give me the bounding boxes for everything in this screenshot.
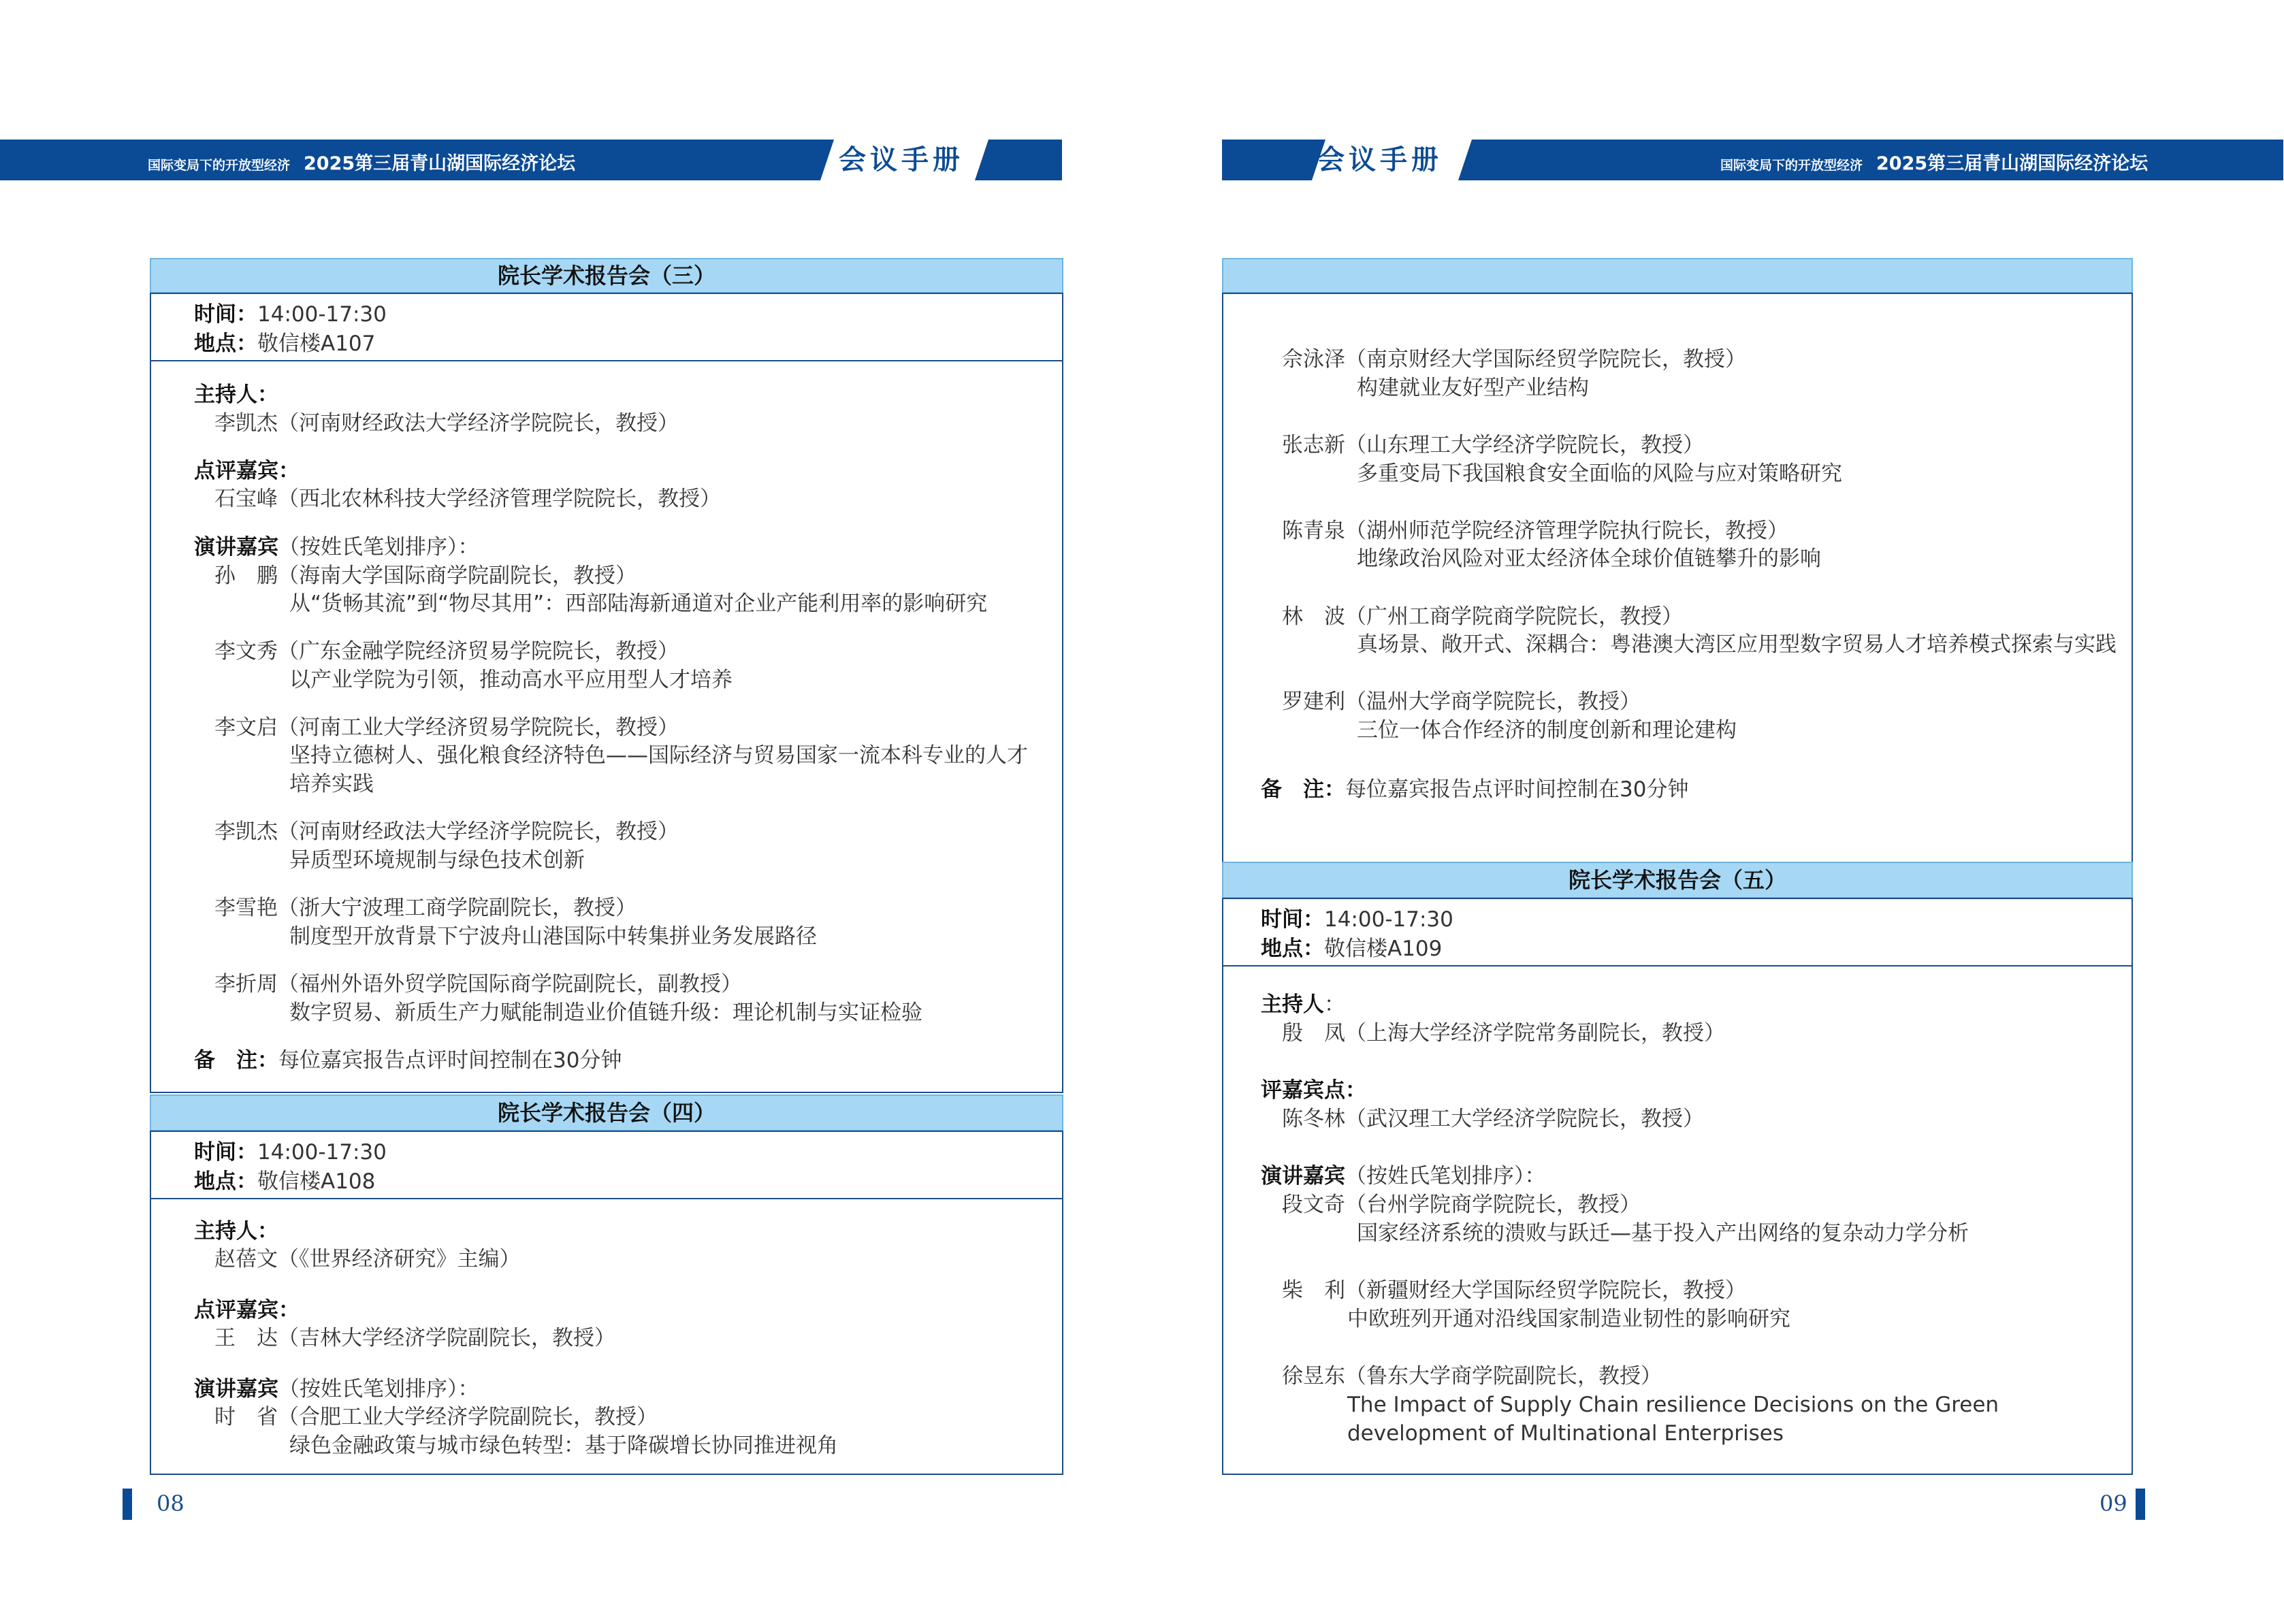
reviewer-label: 点评嘉宾： <box>194 1298 300 1322</box>
header-forum-line <box>1720 148 2148 175</box>
reviewer-name: 陈冬林（武汉理工大学经济学院院长，教授） <box>1282 1107 1704 1131</box>
speaker-name: 李折周（福州外语外贸学院国际商学院副院长，副教授） <box>214 972 742 996</box>
reviewer-label: 评嘉宾点： <box>1261 1078 1366 1103</box>
time-value: 14:00-17:30 <box>257 1140 387 1165</box>
place-value: 敬信楼A107 <box>257 331 376 356</box>
host-name: 殷 凤（上海大学经济学院常务副院长，教授） <box>1282 1021 1725 1045</box>
speaker-name: 李文秀（广东金融学院经济贸易学院院长，教授） <box>214 639 679 664</box>
page-number: 08 <box>157 1491 184 1516</box>
speaker-name: 李凯杰（河南财经政法大学经济学院院长，教授） <box>214 819 679 844</box>
time-row: 时间：14:00-17:30 <box>194 1140 387 1165</box>
time-value: 14:00-17:30 <box>257 302 387 327</box>
speakers-heading: 演讲嘉宾（按姓氏笔划排序）： <box>194 535 479 559</box>
place-value: 敬信楼A108 <box>257 1169 376 1194</box>
speaker-topic: 国家经济系统的溃败与跃迁—基于投入产出网络的复杂动力学分析 <box>1357 1221 1969 1246</box>
place-value: 敬信楼A109 <box>1324 937 1443 961</box>
forum-title: 2025第三届青山湖国际经济论坛 <box>304 153 576 174</box>
speaker-name: 林 波（广州工商学院商学院院长，教授） <box>1282 604 1683 629</box>
section-4-cont-header <box>1222 258 2133 293</box>
speaker-topic: 以产业学院为引领，推动高水平应用型人才培养 <box>289 668 733 692</box>
speaker-topic: 三位一体合作经济的制度创新和理论建构 <box>1357 718 1737 743</box>
place-row: 地点：敬信楼A107 <box>194 331 376 356</box>
speaker-name: 李雪艳（浙大宁波理工商学院副院长，教授） <box>214 896 637 920</box>
page-number-bar <box>123 1489 132 1520</box>
speaker-name: 佘泳泽（南京财经大学国际经贸学院院长，教授） <box>1282 347 1746 372</box>
speaker-topic: 制度型开放背景下宁波舟山港国际中转集拼业务发展路径 <box>289 924 817 949</box>
note-row: 备 注：每位嘉宾报告点评时间控制在30分钟 <box>194 1048 622 1073</box>
page-number: 09 <box>2100 1491 2127 1516</box>
speaker-topic: 真场景、敞开式、深耦合：粤港澳大湾区应用型数字贸易人才培养模式探索与实践 <box>1357 632 2117 657</box>
note-text: 每位嘉宾报告点评时间控制在30分钟 <box>1345 777 1689 802</box>
speaker-topic: 多重变局下我国粮食安全面临的风险与应对策略研究 <box>1357 461 1842 486</box>
section-4-header: 院长学术报告会（四） <box>150 1094 1063 1131</box>
speaker-topic: 数字贸易、新质生产力赋能制造业价值链升级：理论机制与实证检验 <box>289 1001 922 1025</box>
speaker-topic: 地缘政治风险对亚太经济体全球价值链攀升的影响 <box>1357 547 1821 571</box>
section-5-divider <box>1222 965 2133 967</box>
speaker-name: 段文奇（台州学院商学院院长，教授） <box>1282 1192 1641 1217</box>
host-label: 主持人： <box>194 383 278 407</box>
place-row: 地点：敬信楼A109 <box>1261 937 1443 961</box>
section-3-header: 院长学术报告会（三） <box>150 258 1063 293</box>
speaker-name: 时 省（合肥工业大学经济学院副院长，教授） <box>214 1405 658 1429</box>
section-5-header: 院长学术报告会（五） <box>1222 862 2133 898</box>
section-3-divider <box>150 360 1063 361</box>
host-label: 主持人： <box>1261 992 1345 1017</box>
handbook-title: 会议手册 <box>839 144 964 176</box>
speaker-topic: 中欧班列开通对沿线国家制造业韧性的影响研究 <box>1347 1307 1790 1331</box>
speaker-name: 张志新（山东理工大学经济学院院长，教授） <box>1282 433 1704 457</box>
time-row: 时间：14:00-17:30 <box>1261 907 1453 932</box>
reviewer-label: 点评嘉宾： <box>194 459 300 483</box>
speaker-name: 柴 利（新疆财经大学国际经贸学院院长，教授） <box>1282 1278 1746 1303</box>
speaker-topic: 构建就业友好型产业结构 <box>1357 376 1589 400</box>
speakers-heading: 演讲嘉宾（按姓氏笔划排序）： <box>1261 1164 1546 1188</box>
section-4-divider <box>150 1198 1063 1199</box>
time-value: 14:00-17:30 <box>1324 907 1453 932</box>
speaker-topic-cont: 培养实践 <box>289 772 374 796</box>
header-band-right-tab <box>975 140 1062 180</box>
header-band-left-tab <box>1222 140 1325 180</box>
reviewer-name: 石宝峰（西北农林科技大学经济管理学院院长，教授） <box>214 487 721 511</box>
speaker-name: 徐昱东（鲁东大学商学院副院长，教授） <box>1282 1364 1662 1388</box>
host-label: 主持人： <box>194 1219 278 1244</box>
forum-subtitle: 国际变局下的开放型经济 <box>148 158 291 173</box>
handbook-title: 会议手册 <box>1317 144 1443 176</box>
forum-title: 2025第三届青山湖国际经济论坛 <box>1876 153 2149 174</box>
speaker-topic: 异质型环境规制与绿色技术创新 <box>289 848 585 873</box>
reviewer-name: 王 达（吉林大学经济学院副院长，教授） <box>214 1326 615 1350</box>
speaker-topic: The Impact of Supply Chain resilience Decisions on the Green <box>1347 1393 1999 1417</box>
speaker-topic: 绿色金融政策与城市绿色转型：基于降碳增长协同推进视角 <box>289 1433 838 1458</box>
right-page <box>1142 0 2283 1624</box>
speaker-topic: 从“货畅其流”到“物尽其用”：西部陆海新通道对企业产能利用率的影响研究 <box>289 591 988 616</box>
forum-subtitle: 国际变局下的开放型经济 <box>1720 158 1863 173</box>
speaker-topic: 坚持立德树人、强化粮食经济特色——国际经济与贸易国家一流本科专业的人才 <box>289 743 1028 768</box>
speaker-name: 罗建利（温州大学商学院院长，教授） <box>1282 689 1641 714</box>
place-row: 地点：敬信楼A108 <box>194 1169 376 1194</box>
speaker-name: 陈青泉（湖州师范学院经济管理学院执行院长，教授） <box>1282 519 1788 543</box>
page-number-bar <box>2136 1489 2145 1520</box>
speakers-heading: 演讲嘉宾（按姓氏笔划排序）： <box>194 1377 479 1401</box>
note-text: 每位嘉宾报告点评时间控制在30分钟 <box>278 1048 622 1073</box>
speaker-topic-cont: development of Multinational Enterprises <box>1347 1421 1784 1446</box>
speaker-name: 孙 鹏（海南大学国际商学院副院长，教授） <box>214 564 637 588</box>
time-row: 时间：14:00-17:30 <box>194 302 387 327</box>
host-name: 赵蓓文（《世界经济研究》主编） <box>214 1247 521 1271</box>
host-name: 李凯杰（河南财经政法大学经济学院院长，教授） <box>214 411 679 436</box>
speaker-name: 李文启（河南工业大学经济贸易学院院长，教授） <box>214 715 679 740</box>
note-row: 备 注：每位嘉宾报告点评时间控制在30分钟 <box>1261 777 1689 802</box>
header-forum-line <box>148 148 575 175</box>
